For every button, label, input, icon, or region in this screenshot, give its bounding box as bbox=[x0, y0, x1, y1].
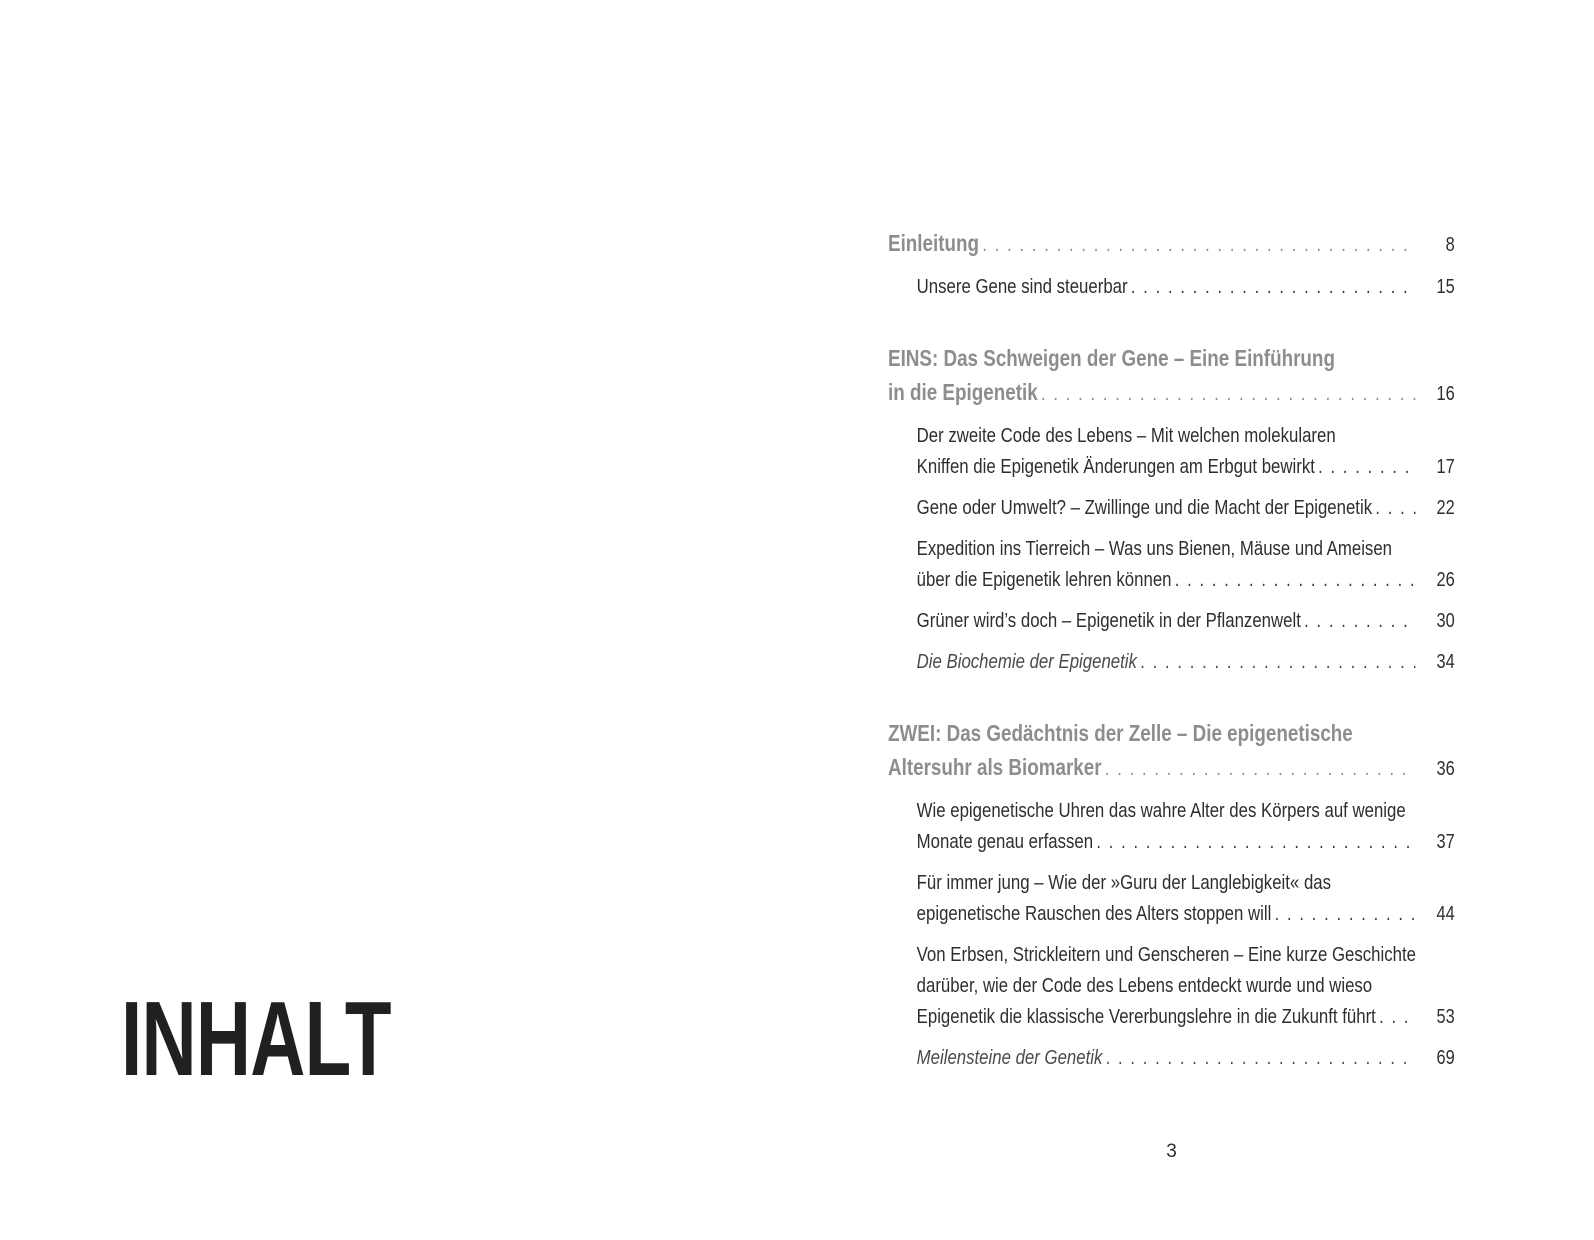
toc-entry-line bbox=[888, 867, 1455, 898]
toc-entry-line bbox=[888, 533, 1455, 564]
toc-entry-line bbox=[888, 375, 1455, 411]
toc-entry-text: Gene oder Umwelt? – Zwillinge und die Macht der Epigenetik bbox=[916, 496, 1373, 519]
toc-page-number: 17 bbox=[1436, 456, 1455, 478]
toc-entry-line bbox=[888, 492, 1455, 524]
toc-entry-line bbox=[888, 795, 1455, 826]
toc-entry-text: Meilensteine der Genetik bbox=[916, 1046, 1103, 1069]
toc-entry-line bbox=[888, 226, 1455, 262]
toc-entry-line bbox=[888, 451, 1455, 483]
toc-page-number: 34 bbox=[1436, 651, 1455, 673]
toc-entry-text: Die Biochemie der Epigenetik bbox=[916, 650, 1137, 673]
toc-entry bbox=[888, 605, 1455, 637]
toc-entry-line bbox=[888, 970, 1455, 1001]
toc-entry-text: Epigenetik die klassische Vererbungslehre in die Zukunft führt bbox=[916, 1005, 1376, 1028]
dot-leader bbox=[1106, 1043, 1416, 1074]
toc-entry-text: Wie epigenetische Uhren das wahre Alter des Körpers auf wenige bbox=[916, 799, 1406, 822]
dot-leader bbox=[1275, 899, 1416, 930]
dot-leader bbox=[1304, 606, 1415, 637]
table-of-contents bbox=[888, 226, 1455, 1074]
toc-entry-text: Altersuhr als Biomarker bbox=[888, 754, 1102, 780]
toc-entry-text: ZWEI: Das Gedächtnis der Zelle – Die epigenetische bbox=[888, 720, 1353, 746]
toc-entry-line bbox=[888, 1001, 1455, 1033]
dot-leader bbox=[982, 228, 1415, 262]
toc-entry-text: darüber, wie der Code des Lebens entdeckt wurde und wieso bbox=[916, 974, 1373, 997]
dot-leader bbox=[1041, 377, 1415, 411]
toc-entry bbox=[888, 1042, 1455, 1074]
toc-entry-line bbox=[888, 1042, 1455, 1074]
dot-leader bbox=[1140, 647, 1415, 678]
toc-entry-text: Monate genau erfassen bbox=[916, 830, 1094, 853]
toc-entry bbox=[888, 867, 1455, 930]
toc-entry-line bbox=[888, 750, 1455, 786]
toc-entry bbox=[888, 533, 1455, 596]
dot-leader bbox=[1131, 272, 1416, 303]
toc-entry-line bbox=[888, 939, 1455, 970]
toc-entry-line bbox=[888, 826, 1455, 858]
toc-entry-text: Grüner wird’s doch – Epigenetik in der Pflanzenwelt bbox=[916, 609, 1301, 632]
toc-entry bbox=[888, 226, 1455, 262]
toc-entry-line bbox=[888, 646, 1455, 678]
toc-entry-line bbox=[888, 271, 1455, 303]
toc-entry-line bbox=[888, 716, 1455, 750]
dot-leader bbox=[1375, 493, 1415, 524]
toc-entry-text: Der zweite Code des Lebens – Mit welchen molekularen bbox=[916, 424, 1336, 447]
toc-entry bbox=[888, 939, 1455, 1033]
toc-page-number: 69 bbox=[1436, 1047, 1455, 1069]
toc-entry-text: Unsere Gene sind steuerbar bbox=[916, 275, 1128, 298]
toc-entry bbox=[888, 646, 1455, 678]
toc-page-number: 30 bbox=[1436, 610, 1455, 632]
toc-entry-line bbox=[888, 341, 1455, 375]
toc-page-number: 16 bbox=[1436, 383, 1455, 405]
toc-page-number: 37 bbox=[1436, 831, 1455, 853]
toc-entry bbox=[888, 271, 1455, 303]
dot-leader bbox=[1318, 452, 1415, 483]
toc-entry-text: über die Epigenetik lehren können bbox=[916, 568, 1172, 591]
dot-leader bbox=[1105, 752, 1416, 786]
toc-entry bbox=[888, 795, 1455, 858]
toc-page-number: 8 bbox=[1445, 234, 1455, 256]
toc-entry bbox=[888, 492, 1455, 524]
toc-entry-line bbox=[888, 420, 1455, 451]
toc-page-number: 26 bbox=[1436, 569, 1455, 591]
toc-page-number: 53 bbox=[1436, 1006, 1455, 1028]
toc-page-number: 44 bbox=[1436, 903, 1455, 925]
toc-entry-text: EINS: Das Schweigen der Gene – Eine Einführung bbox=[888, 345, 1335, 371]
toc-entry bbox=[888, 341, 1455, 411]
toc-entry-text: Für immer jung – Wie der »Guru der Langlebigkeit« das bbox=[916, 871, 1332, 894]
toc-page-number: 22 bbox=[1436, 497, 1455, 519]
dot-leader bbox=[1096, 827, 1415, 858]
contents-title: INHALT bbox=[121, 980, 391, 1098]
toc-entry-text: Von Erbsen, Strickleitern und Genscheren – Eine kurze Geschichte bbox=[916, 943, 1416, 966]
toc-page-number: 15 bbox=[1436, 276, 1455, 298]
toc-entry-text: Expedition ins Tierreich – Was uns Bienen, Mäuse und Ameisen bbox=[916, 537, 1393, 560]
toc-entry-line bbox=[888, 564, 1455, 596]
toc-entry-text: in die Epigenetik bbox=[888, 379, 1038, 405]
toc-entry-line bbox=[888, 898, 1455, 930]
toc-entry-text: epigenetische Rauschen des Alters stoppen will bbox=[916, 902, 1272, 925]
toc-entry-text: Kniffen die Epigenetik Änderungen am Erbgut bewirkt bbox=[916, 455, 1315, 478]
dot-leader bbox=[1379, 1002, 1415, 1033]
toc-entry bbox=[888, 716, 1455, 786]
toc-entry-line bbox=[888, 605, 1455, 637]
toc-entry-text: Einleitung bbox=[888, 230, 980, 256]
toc-entry bbox=[888, 420, 1455, 483]
toc-page-number: 36 bbox=[1436, 758, 1455, 780]
folio-page-number: 3 bbox=[1166, 1141, 1177, 1162]
dot-leader bbox=[1175, 565, 1416, 596]
